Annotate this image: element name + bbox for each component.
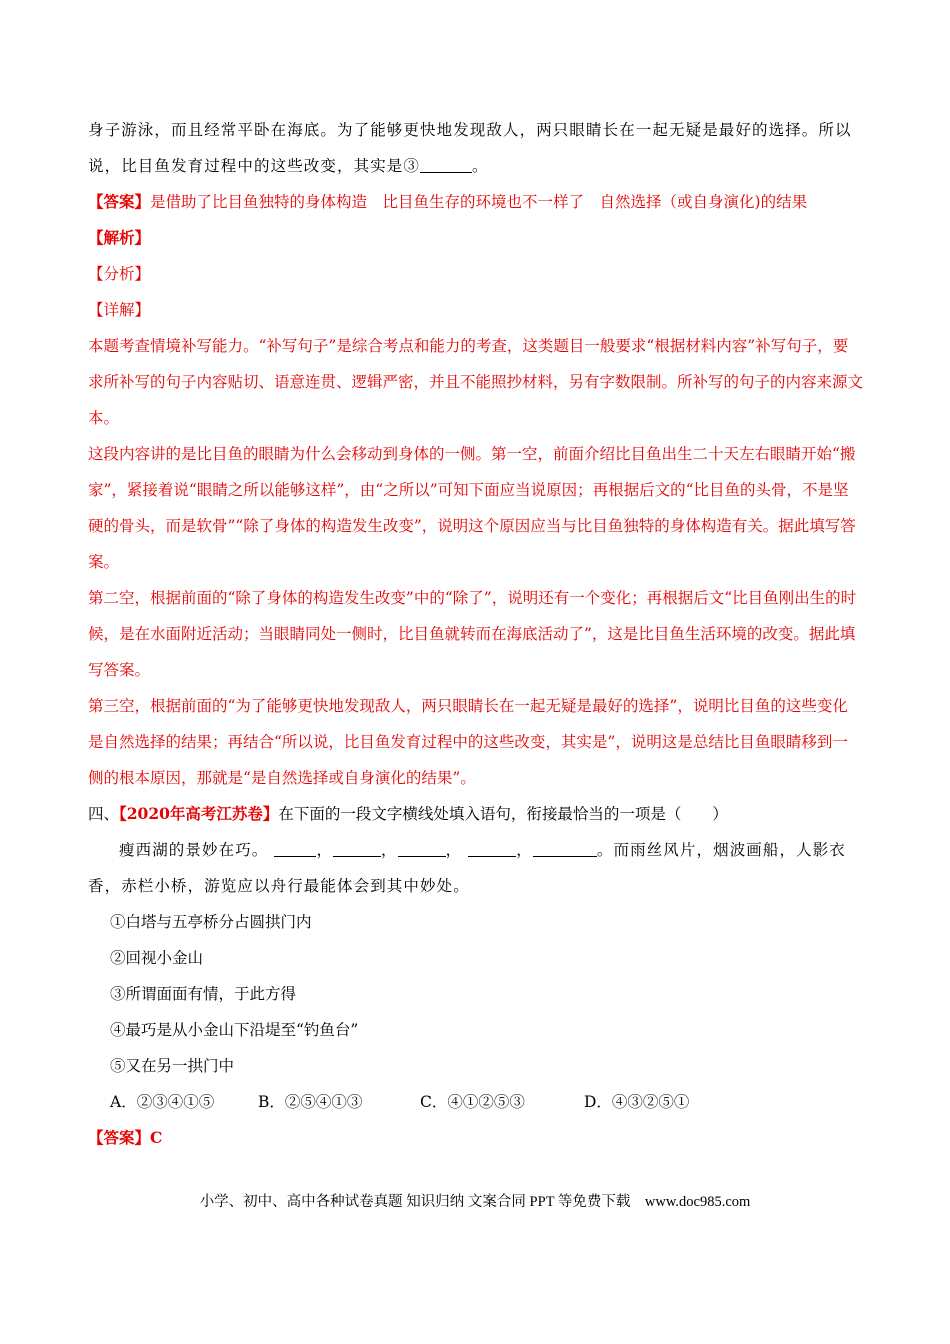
q4-stem <box>88 796 863 832</box>
q4-answer-label: 【答案】 <box>88 1128 151 1147</box>
q4-passage-start: 瘦西湖的景妙在巧。 <box>119 841 269 859</box>
analysis-label: 【解析】 <box>88 228 151 247</box>
fenxi-label: 【分析】 <box>88 265 151 283</box>
q3-passage-line2-text: 说，比目鱼发育过程中的这些改变，其实是③ <box>88 157 421 175</box>
q4-stem-text: 在下面的一段文字横线处填入语句，衔接最恰当的一项是（ ） <box>278 805 728 823</box>
answer-label: 【答案】 <box>88 192 151 211</box>
q4-item-5: ⑤又在另一拱门中 <box>110 1057 235 1075</box>
q4-item-3: ③所谓面面有情，于此方得 <box>110 985 297 1003</box>
q4-passage-end: 。而雨丝风片，烟波画船，人影衣香，赤栏小桥，游览应以舟行最能体会到其中妙处。 <box>88 841 846 895</box>
choice-c: C．④①②⑤③ <box>420 1093 525 1111</box>
q4-number: 四、 <box>88 805 120 823</box>
q3-passage-line1: 身子游泳，而且经常平卧在海底。为了能够更快地发现敌人，两只眼睛长在一起无疑是最好的选择。所以 <box>88 121 852 139</box>
blank-5 <box>533 838 597 857</box>
q4-item-2: ②回视小金山 <box>110 949 204 967</box>
explanation-paragraph-1: 本题考查情境补写能力。“补写句子”是综合考点和能力的考查，这类题目一般要求“根据材料内容”补写句子，要求所补写的句子内容贴切、语意连贯、逻辑严密，并且不能照抄材料，另有字数限制。所补写的句子的内容来源文本。 <box>88 337 864 427</box>
answer-text: 是借助了比目鱼独特的身体构造 比目鱼生存的环境也不一样了 自然选择（或自身演化)的结果 <box>150 193 808 211</box>
blank-2 <box>333 838 381 857</box>
q3-passage-line2-end: 。 <box>472 157 489 175</box>
xiangjie-label: 【详解】 <box>88 301 151 319</box>
q4-item-1: ①白塔与五亭桥分占圆拱门内 <box>110 913 312 931</box>
blank-4 <box>468 838 516 857</box>
q3-passage-line2 <box>88 148 863 184</box>
q4-choices <box>88 1084 863 1120</box>
explanation-paragraph-2: 这段内容讲的是比目鱼的眼睛为什么会移动到身体的一侧。第一空，前面介绍比目鱼出生二十天左右眼睛开始“搬家”，紧接着说“眼睛之所以能够这样”，由“之所以”可知下面应当说原因；再根据后文的“比目鱼的头骨，不是坚硬的骨头，而是软骨”“除了身体的构造发生改变”，说明这个原因应当与比目鱼独特的身体构造有关。据此填写答案。 <box>88 445 856 571</box>
explanation-paragraph-3: 第二空，根据前面的“除了身体的构造发生改变”中的“除了”，说明还有一个变化；再根据后文“比目鱼刚出生的时候，是在水面附近活动；当眼睛同处一侧时，比目鱼就转而在海底活动了”，这是比目鱼生活环境的改变。据此填写答案。 <box>88 589 857 679</box>
q4-passage: 瘦西湖的景妙在巧。 ， ， ， ， 。而雨丝风片，烟波画船，人影衣香，赤栏小桥，游览应以舟行最能体会到其中妙处。 <box>88 832 863 904</box>
q4-source: 【2020年高考江苏卷】 <box>119 804 279 823</box>
q4-answer-value: C <box>150 1128 163 1147</box>
document-body <box>88 112 863 1156</box>
choice-a: A．②③④①⑤ <box>110 1093 215 1111</box>
blank-3b <box>398 838 446 857</box>
choice-d: D．④③②⑤① <box>584 1093 690 1111</box>
page-footer: 小学、初中、高中各种试卷真题 知识归纳 文案合同 PPT 等免费下载 www.doc985.com <box>199 1194 751 1210</box>
q3-answer <box>88 184 863 220</box>
blank-3 <box>420 154 472 173</box>
explanation-paragraph-4: 第三空，根据前面的“为了能够更快地发现敌人，两只眼睛长在一起无疑是最好的选择”，说明比目鱼的这些变化是自然选择的结果；再结合“所以说，比目鱼发育过程中的这些改变，其实是”，说明这是总结比目鱼眼睛移到一侧的根本原因，那就是“是自然选择或自身演化的结果”。 <box>88 697 848 787</box>
q4-answer <box>88 1120 863 1156</box>
q4-item-4: ④最巧是从小金山下沿堤至“钓鱼台” <box>110 1021 359 1039</box>
choice-b: B．②⑤④①③ <box>258 1093 363 1111</box>
blank-1 <box>274 838 316 857</box>
